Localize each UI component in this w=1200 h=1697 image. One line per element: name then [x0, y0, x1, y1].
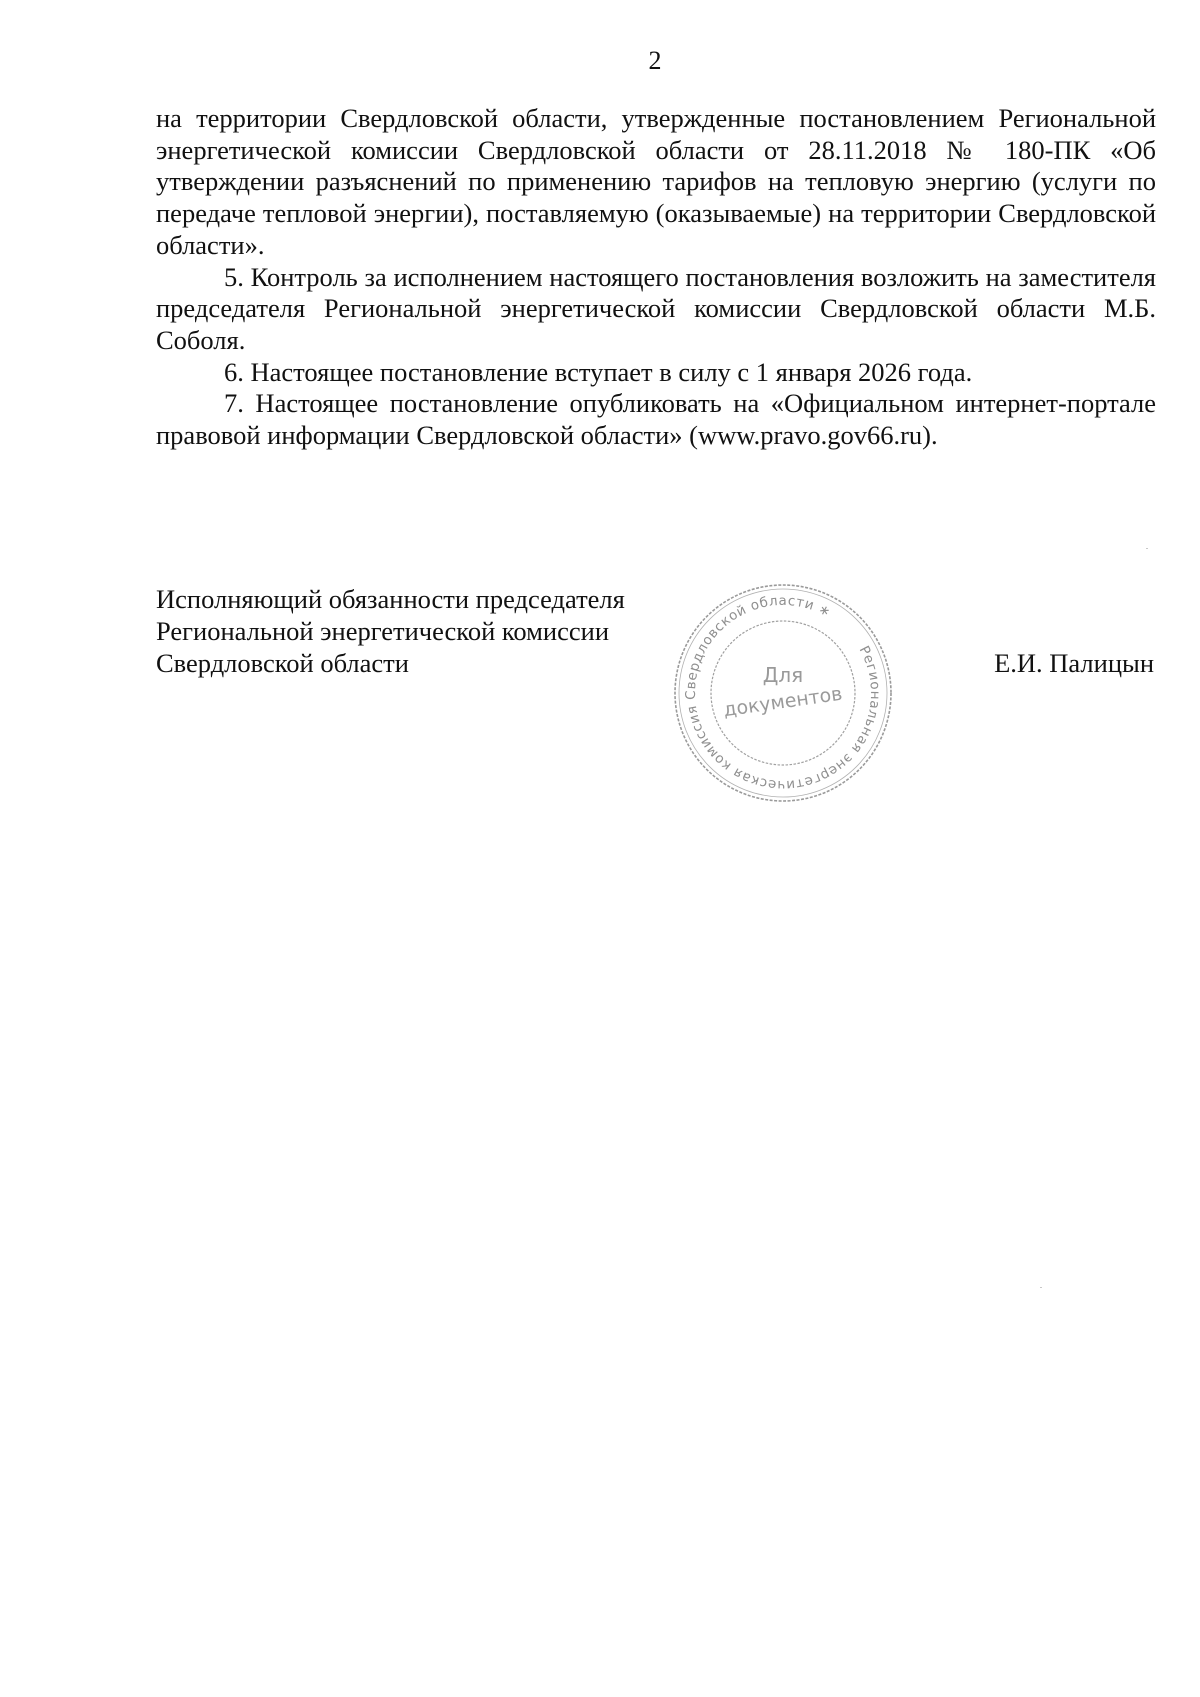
paragraph-item-6: 6. Настоящее постановление вступает в силу с 1 января 2026 года.	[224, 356, 973, 387]
document-body	[156, 103, 1156, 452]
paragraph-item-7: 7. Настоящее постановление опубликовать на «Официальном интернет-портале правовой информации Свердловской области» (www.pravo.gov66.ru).	[156, 388, 1156, 451]
stamp-ring-text: Региональная энергетическая комиссия Свердловской области ∗	[682, 592, 884, 794]
signatory-position	[156, 583, 756, 679]
paragraph-item-5: 5. Контроль за исполнением настоящего постановления возложить на заместителя председателя Региональной энергетической комиссии Свердловской области М.Б. Соболя.	[156, 261, 1156, 355]
signatory-position-line: Исполняющий обязанности председателя	[156, 584, 625, 614]
paragraph-continuation: на территории Свердловской области, утвержденные постановлением Региональной энергетической комиссии Свердловской области от 28.11.2018 № 180-ПК «Об утверждении разъяснений по применению тарифов на тепловую энергию (услуги по передаче тепловой энергии), поставляемую (оказываемые) на территории Свердловской области».	[156, 103, 1156, 260]
seal-stamp	[668, 578, 898, 808]
scan-speck	[1146, 548, 1148, 549]
signatory-position-line: Региональной энергетической комиссии	[156, 616, 609, 646]
scan-speck	[1040, 1287, 1042, 1288]
signatory-position-line: Свердловской области	[156, 648, 409, 678]
signatory-name: Е.И. Палицын	[994, 648, 1154, 678]
page-number: 2	[648, 46, 662, 75]
stamp-center-line: документов	[721, 682, 844, 722]
stamp-center-line: Для	[762, 663, 804, 687]
